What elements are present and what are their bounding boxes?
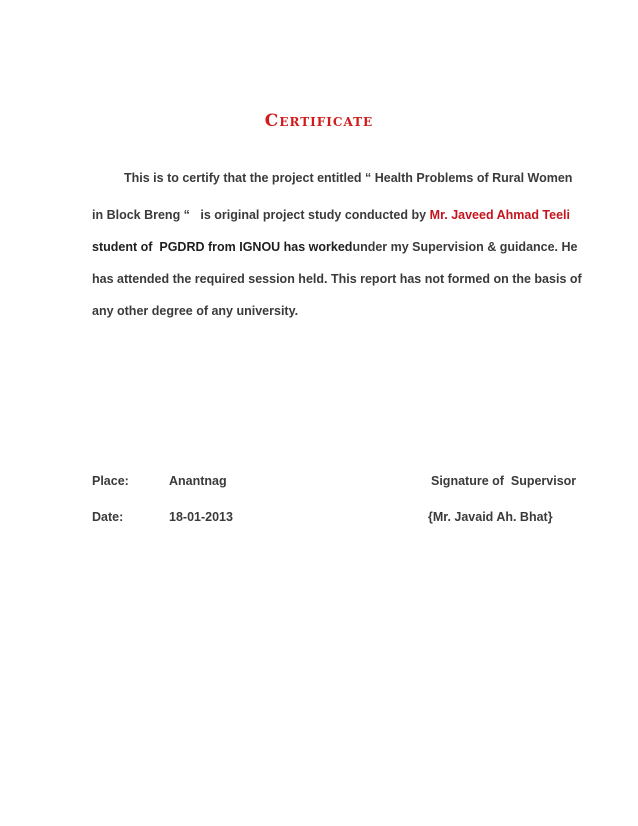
- date-label: Date:: [92, 510, 124, 524]
- place-label: Place:: [92, 474, 129, 488]
- paragraph-line-4: has attended the required session held. This report has not formed on the basis of: [92, 272, 582, 286]
- paragraph-line-3: [92, 240, 578, 254]
- student-name: Mr. Javeed Ahmad Teeli: [429, 208, 570, 222]
- date-value: 18-01-2013: [169, 510, 233, 524]
- paragraph-line-5: any other degree of any university.: [92, 304, 299, 318]
- paragraph-line-1: This is to certify that the project entitled “ Health Problems of Rural Women: [124, 171, 573, 185]
- place-value: Anantnag: [169, 474, 227, 488]
- student-program: student of PGDRD from IGNOU has worked: [92, 240, 353, 254]
- paragraph-line-3-text: under my Supervision & guidance. He: [352, 240, 578, 254]
- paragraph-line-2: [92, 208, 570, 222]
- paragraph-line-2-text: in Block Breng “ is original project study conducted by: [92, 208, 427, 222]
- signature-label: Signature of Supervisor: [431, 474, 577, 488]
- supervisor-name: {Mr. Javaid Ah. Bhat}: [428, 510, 553, 524]
- certificate-title: Certificate: [264, 111, 374, 131]
